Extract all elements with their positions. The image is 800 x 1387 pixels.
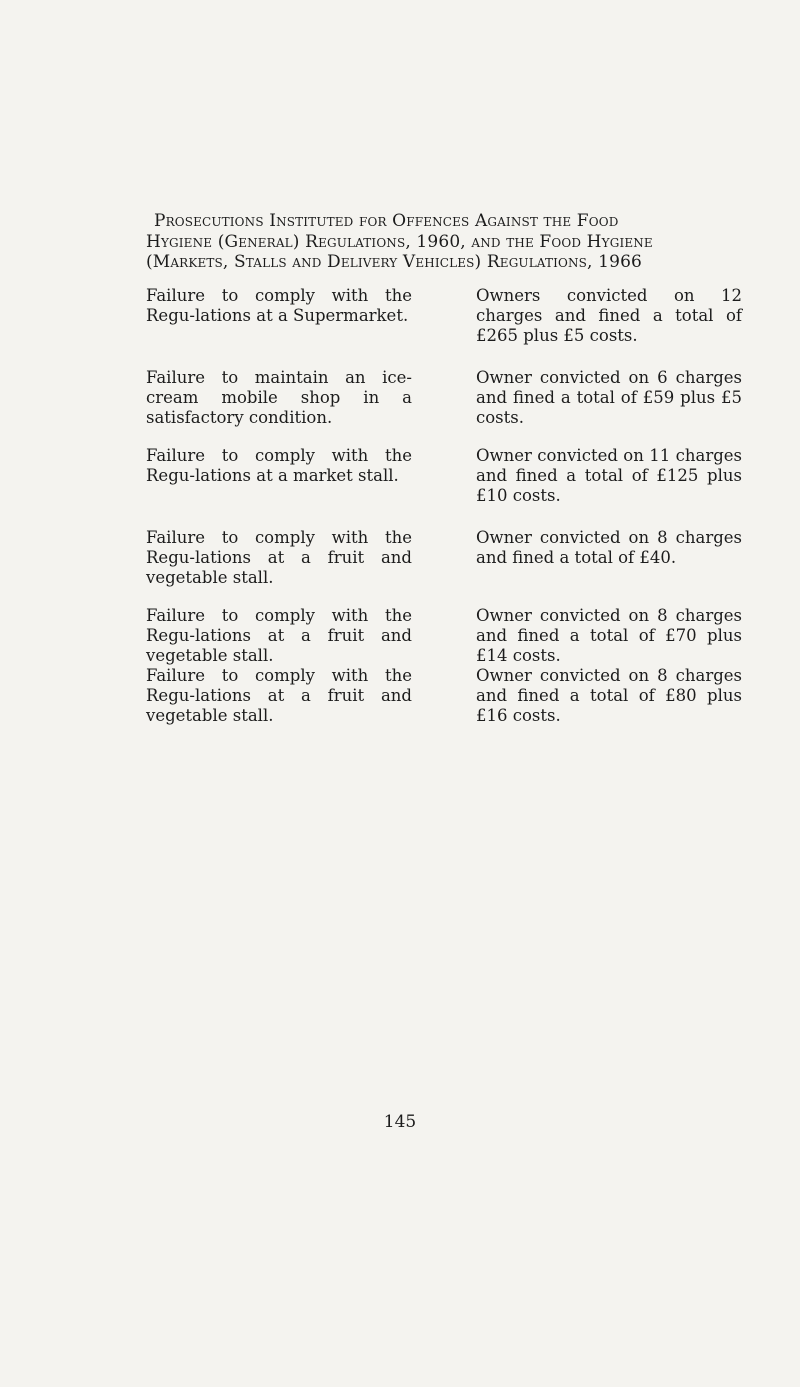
heading-line-2: Hygiene (General) Regulations, 1960, and the Food Hygiene	[146, 231, 653, 252]
offence-text: Failure to comply with the Regu-lations at a market stall.	[146, 446, 412, 485]
result-text: Owners convicted on 12 charges and fined a total of £265 plus £5 costs.	[476, 286, 742, 345]
heading-line-3: (Markets, Stalls and Delivery Vehicles) Regulations, 1966	[146, 252, 642, 272]
prosecution-entry	[146, 286, 742, 368]
prosecution-entry	[146, 606, 742, 666]
offence-text: Failure to comply with the Regu-lations at a fruit and vegetable stall.	[146, 666, 412, 725]
offence-text: Failure to comply with the Regu-lations at a Supermarket.	[146, 286, 412, 325]
prosecution-entry	[146, 446, 742, 528]
result-text: Owner convicted on 8 charges and fined a total of £80 plus £16 costs.	[476, 666, 742, 725]
page-number: 145	[383, 1112, 417, 1132]
section-heading	[146, 211, 754, 273]
heading-line-1: Prosecutions Instituted for Offences Against the Food	[154, 211, 619, 231]
offence-text: Failure to comply with the Regu-lations at a fruit and vegetable stall.	[146, 528, 412, 587]
result-text: Owner convicted on 6 charges and fined a total of £59 plus £5 costs.	[476, 368, 742, 427]
result-text: Owner convicted on 8 charges and fined a total of £40.	[476, 528, 742, 567]
result-text: Owner convicted on 11 charges and fined a total of £125 plus £10 costs.	[476, 446, 742, 505]
result-text: Owner convicted on 8 charges and fined a total of £70 plus £14 costs.	[476, 606, 742, 665]
prosecutions-list	[146, 286, 742, 728]
offence-text: Failure to maintain an ice-cream mobile shop in a satisfactory condition.	[146, 368, 412, 427]
prosecution-entry	[146, 528, 742, 606]
prosecution-entry	[146, 666, 742, 728]
offence-text: Failure to comply with the Regu-lations at a fruit and vegetable stall.	[146, 606, 412, 665]
prosecution-entry	[146, 368, 742, 446]
